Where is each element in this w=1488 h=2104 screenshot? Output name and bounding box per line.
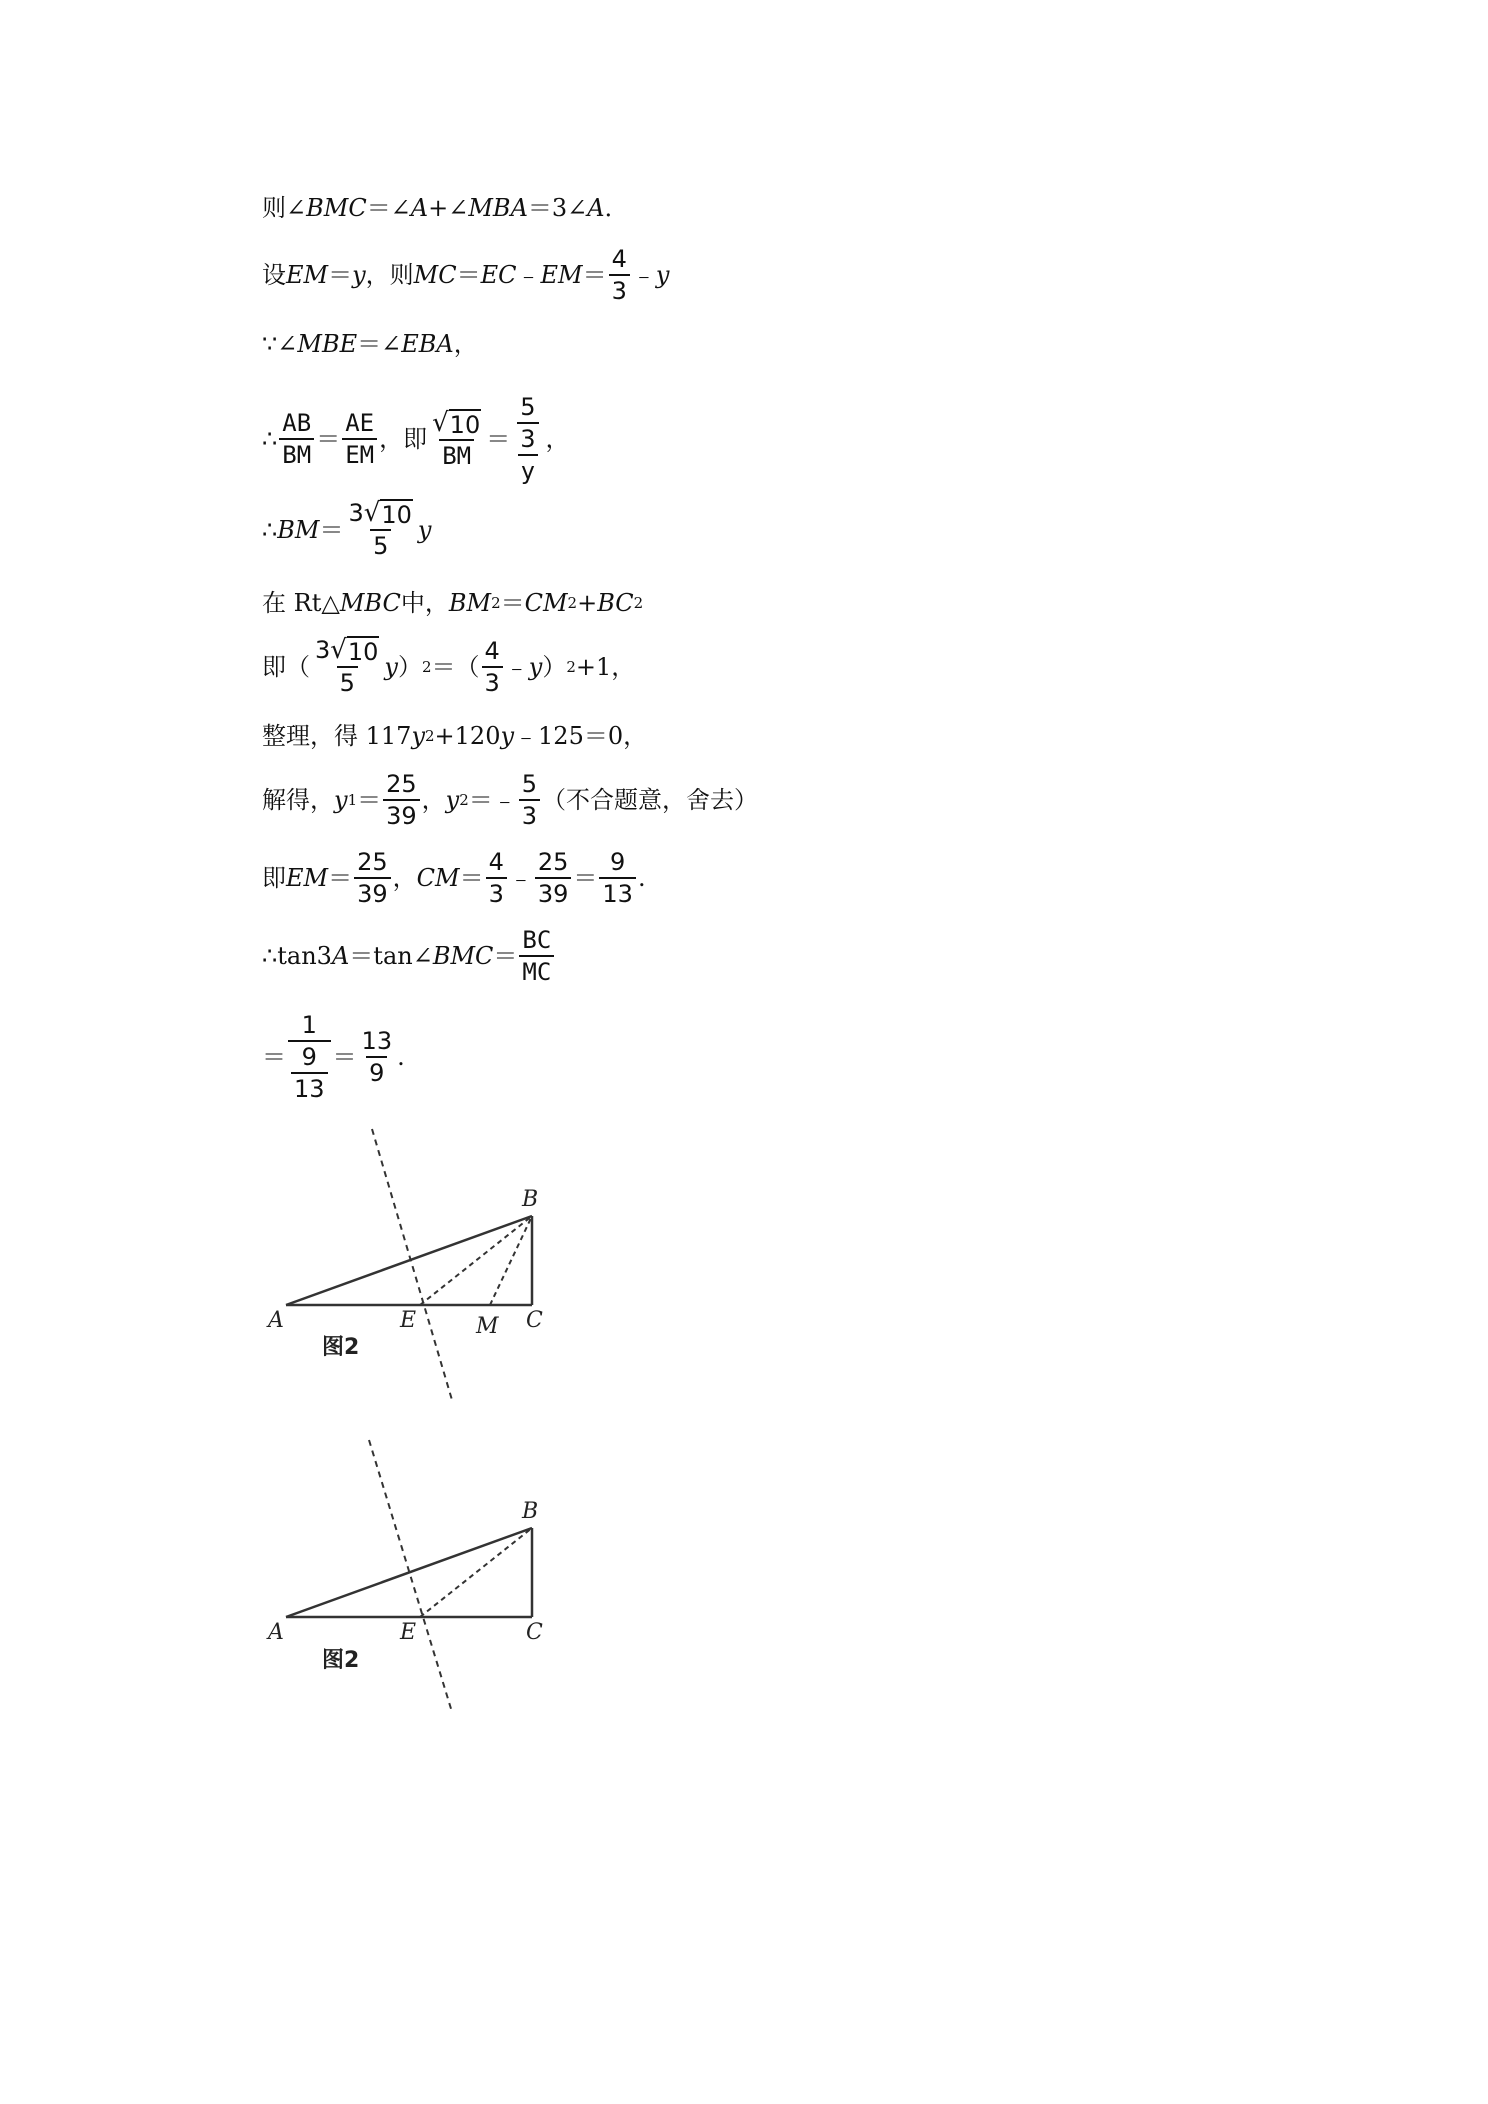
text: . bbox=[637, 864, 646, 892]
text: ＝ bbox=[500, 589, 525, 617]
numerator: 9 bbox=[301, 1043, 317, 1071]
text: EBA bbox=[401, 330, 454, 358]
figure-2 bbox=[266, 1440, 543, 1712]
text: CM bbox=[416, 864, 460, 892]
text: ﹣ bbox=[631, 261, 656, 289]
figure-caption: 图2 bbox=[322, 1335, 360, 1360]
text: MC bbox=[413, 261, 457, 289]
text: +∠ bbox=[428, 194, 469, 222]
denominator: 13 bbox=[599, 877, 636, 909]
label-M: M bbox=[476, 1314, 499, 1339]
text: A bbox=[410, 194, 429, 222]
text: ，即 bbox=[379, 425, 428, 453]
text: EM bbox=[540, 261, 583, 289]
text: 解得， bbox=[262, 786, 334, 814]
text: ） bbox=[397, 652, 422, 681]
text: ＝3∠ bbox=[527, 194, 588, 222]
text: 则∠ bbox=[262, 194, 307, 222]
text: ﹣ bbox=[516, 261, 541, 289]
sqrt-sign: √ bbox=[432, 407, 449, 438]
text: ＝ bbox=[316, 425, 341, 453]
denominator: 3 bbox=[486, 877, 507, 909]
denominator: 39 bbox=[535, 877, 572, 909]
text: ∴tan3 bbox=[262, 942, 332, 970]
numerator: 25 bbox=[357, 848, 388, 876]
text: 即 bbox=[262, 864, 286, 892]
numerator: 5 bbox=[521, 770, 538, 798]
text: 设 bbox=[262, 261, 286, 289]
text: ∴ bbox=[262, 515, 278, 544]
text: y bbox=[352, 261, 366, 289]
numerator: 13 bbox=[361, 1027, 393, 1055]
sqrt-sign: √ bbox=[330, 635, 347, 665]
segment-BE bbox=[420, 1528, 532, 1617]
text: EM bbox=[286, 261, 329, 289]
text: ∴ bbox=[262, 425, 278, 453]
denominator: 39 bbox=[354, 877, 391, 909]
text: ∵∠ bbox=[262, 330, 298, 358]
text: ＝（ bbox=[431, 652, 480, 681]
label-E: E bbox=[400, 1620, 417, 1645]
text: 中， bbox=[400, 589, 449, 617]
denominator: BM bbox=[279, 438, 314, 470]
segment-BE bbox=[420, 1216, 532, 1305]
text: ﹣125＝0， bbox=[514, 722, 648, 750]
text: MBC bbox=[339, 589, 401, 617]
text: +1， bbox=[575, 652, 636, 681]
text: ＝∠ bbox=[357, 330, 402, 358]
text: （不合题意，舍去） bbox=[542, 786, 759, 814]
denominator: 5 bbox=[337, 666, 358, 698]
text: ＝ bbox=[328, 261, 353, 289]
text: A bbox=[331, 942, 350, 970]
text: ＝ bbox=[486, 425, 511, 453]
label-B: B bbox=[522, 1499, 539, 1524]
text: ＝ bbox=[262, 1043, 286, 1071]
denominator: 3 bbox=[517, 422, 538, 454]
text: 即（ bbox=[262, 652, 310, 681]
numerator: 4 bbox=[488, 848, 504, 876]
text: ， bbox=[421, 786, 446, 814]
text: +120 bbox=[434, 722, 501, 750]
denominator: y bbox=[518, 454, 538, 486]
label-B: B bbox=[522, 1187, 539, 1212]
denominator: 39 bbox=[383, 799, 420, 831]
text: MBE bbox=[297, 330, 358, 358]
text: ． bbox=[604, 194, 629, 222]
numerator: 9 bbox=[610, 848, 626, 876]
text: BM bbox=[448, 589, 492, 617]
numerator: 1 bbox=[301, 1011, 317, 1039]
denominator: MC bbox=[519, 955, 554, 987]
text: y bbox=[528, 652, 543, 681]
radicand: 10 bbox=[347, 638, 379, 666]
text: ＝ bbox=[456, 261, 481, 289]
figure-1 bbox=[266, 1129, 543, 1400]
label-A: A bbox=[268, 1308, 284, 1333]
numerator: 4 bbox=[611, 245, 627, 273]
numerator: AB bbox=[282, 409, 312, 437]
text: 在 Rt△ bbox=[262, 589, 340, 617]
text: ＝ bbox=[582, 261, 607, 289]
label-E: E bbox=[400, 1308, 417, 1333]
text: BMC bbox=[306, 194, 367, 222]
text: y bbox=[655, 261, 670, 289]
numerator: 5 bbox=[520, 393, 536, 421]
numerator: BC bbox=[522, 926, 552, 954]
text: y bbox=[500, 722, 515, 750]
denominator: BM bbox=[439, 439, 474, 471]
text: ＝tan∠ bbox=[349, 942, 433, 970]
numerator: 4 bbox=[484, 636, 500, 665]
sqrt-sign: √ bbox=[363, 498, 381, 528]
text: A bbox=[587, 194, 605, 222]
label-A: A bbox=[268, 1620, 284, 1645]
text: ， bbox=[392, 864, 417, 892]
denominator: 3 bbox=[609, 274, 630, 306]
text: ＝ bbox=[328, 864, 353, 892]
coefficient: 3 bbox=[315, 636, 331, 664]
coefficient: 3 bbox=[348, 499, 364, 527]
text: ） bbox=[542, 652, 567, 681]
text: ＝ bbox=[459, 864, 484, 892]
text: ，则 bbox=[365, 261, 414, 289]
text: ＝ bbox=[357, 786, 382, 814]
text: y bbox=[445, 786, 460, 814]
denominator: 13 bbox=[291, 1072, 328, 1104]
denominator: EM bbox=[342, 438, 377, 470]
text: ＝ bbox=[332, 1043, 357, 1071]
solution-line-9: 解得， y 1 ＝ $\frac{25}{39}$ ， y 2 ＝﹣ $\frac{5}{3}$ （不合题意，舍去） bbox=[262, 770, 759, 830]
text: ＝ bbox=[319, 515, 344, 544]
figure-caption: 图2 bbox=[322, 1648, 360, 1673]
segment-AB bbox=[286, 1216, 532, 1305]
text: ， bbox=[545, 425, 570, 453]
segment-AB bbox=[286, 1528, 532, 1617]
denominator: 3 bbox=[482, 666, 503, 698]
text: MBA bbox=[468, 194, 528, 222]
text: ＝﹣ bbox=[468, 786, 517, 814]
radicand: 10 bbox=[449, 410, 481, 439]
text: BM bbox=[277, 515, 320, 544]
text: BC bbox=[597, 589, 634, 617]
label-C: C bbox=[526, 1620, 543, 1645]
text: 整理，得 117 bbox=[262, 722, 412, 750]
numerator: AE bbox=[345, 409, 375, 437]
radicand: 10 bbox=[381, 501, 412, 529]
text: ﹣ bbox=[508, 864, 533, 892]
text: BMC bbox=[432, 942, 494, 970]
text: ﹣ bbox=[504, 652, 529, 681]
text: ＝ bbox=[493, 942, 518, 970]
text: y bbox=[384, 652, 398, 681]
text: . bbox=[397, 1043, 405, 1071]
text: + bbox=[577, 589, 598, 617]
solution-line-6: 在 Rt△ MBC 中， BM 2 ＝ CM 2 + BC 2 bbox=[262, 589, 644, 617]
perpendicular-bisector bbox=[372, 1129, 452, 1400]
solution-line-7: 即（ 3 √ 10 5 y ） 2 ＝（ $\frac{4}{3}$ ﹣ y ） 2 +1， bbox=[262, 635, 636, 697]
text: ＝∠ bbox=[366, 194, 411, 222]
denominator: 3 bbox=[519, 799, 540, 831]
text: ， bbox=[453, 330, 478, 358]
numerator: 25 bbox=[537, 848, 569, 876]
text: EC bbox=[480, 261, 517, 289]
text: ＝ bbox=[573, 864, 598, 892]
denominator: 9 bbox=[366, 1056, 387, 1088]
numerator: 25 bbox=[386, 770, 417, 798]
text: y bbox=[411, 722, 425, 750]
text: EM bbox=[286, 864, 329, 892]
denominator: 5 bbox=[370, 529, 391, 561]
solution-line-8: 整理，得 117 y 2 +120 y ﹣125＝0， bbox=[262, 722, 648, 750]
text: y bbox=[334, 786, 348, 814]
label-C: C bbox=[526, 1308, 543, 1333]
perpendicular-bisector bbox=[369, 1440, 452, 1712]
text: CM bbox=[524, 589, 568, 617]
text: y bbox=[417, 515, 432, 544]
